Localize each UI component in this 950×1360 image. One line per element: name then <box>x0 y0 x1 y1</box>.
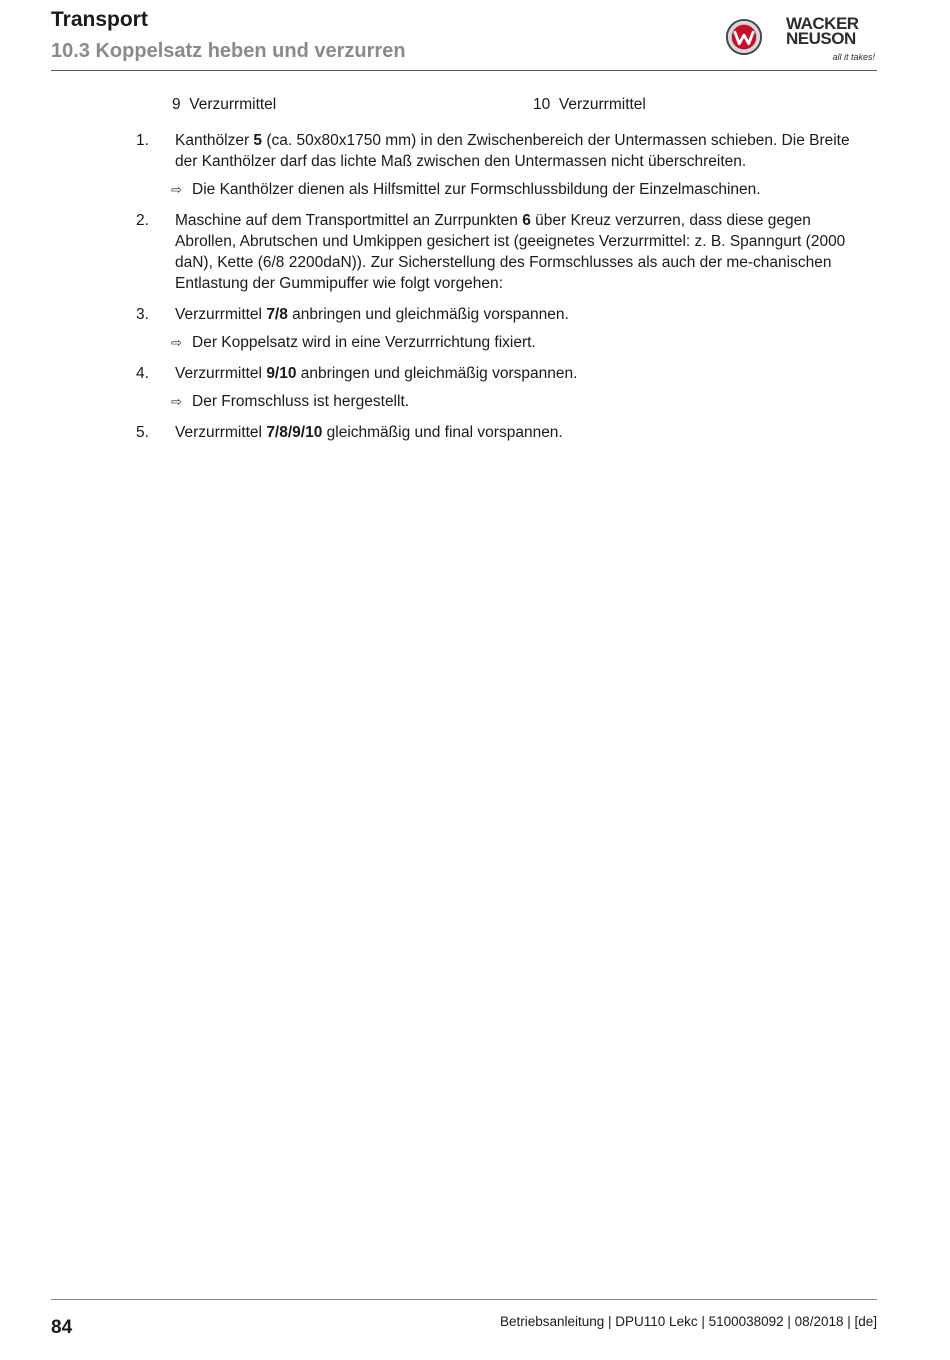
legend-number: 9 <box>172 96 181 113</box>
legend-label: Verzurrmittel <box>189 96 277 113</box>
step-item <box>0 422 950 443</box>
step-item <box>0 210 950 294</box>
page-header <box>51 6 877 71</box>
step-item <box>0 130 950 200</box>
logo-line-1: WACKER <box>786 14 859 33</box>
document-info: Betriebsanleitung | DPU110 Lekc | 5100038092 | 08/2018 | [de] <box>499 1314 877 1329</box>
logo-line-2: NEUSON <box>786 29 856 48</box>
result-arrow-icon: ⇨ <box>171 335 182 350</box>
step-text: Verzurrmittel 7/8 anbringen und gleichmäßig vorspannen. <box>175 306 569 323</box>
step-number: 3. <box>136 306 149 323</box>
legend-number: 10 <box>533 96 551 113</box>
step-number: 5. <box>136 424 149 441</box>
step-text: Verzurrmittel 9/10 anbringen und gleichmäßig vorspannen. <box>175 365 578 382</box>
section-title: 10.3 Koppelsatz heben und verzurren <box>51 40 406 62</box>
chapter-title: Transport <box>51 8 148 31</box>
legend-label: Verzurrmittel <box>558 96 646 113</box>
step-result: ⇨ Die Kanthölzer dienen als Hilfsmittel zur Formschlussbildung der Einzelmaschinen. <box>171 181 761 198</box>
step-number: 4. <box>136 365 149 382</box>
legend-item <box>172 96 276 114</box>
logo-tagline: all it takes! <box>832 52 875 62</box>
result-arrow-icon: ⇨ <box>171 394 182 409</box>
logo-emblem-icon <box>725 18 763 56</box>
instruction-steps <box>0 130 950 453</box>
step-result: ⇨ Der Fromschluss ist hergestellt. <box>171 393 410 410</box>
step-item <box>0 363 950 412</box>
step-text: Kanthölzer 5 (ca. 50x80x1750 mm) in den Zwischenbereich der Untermassen schieben. Die Breite der Kanthölzer darf das lichte Maß zwischen den Untermassen nicht überschreiten. <box>175 132 850 170</box>
result-arrow-icon: ⇨ <box>171 182 182 197</box>
legend-item <box>533 96 646 114</box>
step-number: 1. <box>136 132 149 149</box>
step-text: Maschine auf dem Transportmittel an Zurrpunkten 6 über Kreuz verzurren, dass diese gegen Abrollen, Abrutschen und Umkippen gesichert ist (geeignetes Verzurrmittel: z. B. Spanngurt (2000 daN), Kette (6/8 2200daN)). Zur Sicherstellung des Formschlusses als auch der me-chanischen Entlastung der Gummipuffer wie folgt vorgehen: <box>175 212 846 292</box>
step-result: ⇨ Der Koppelsatz wird in eine Verzurrrichtung fixiert. <box>171 334 536 351</box>
page-footer <box>51 1299 877 1340</box>
brand-logo <box>725 16 877 68</box>
step-text: Verzurrmittel 7/8/9/10 gleichmäßig und final vorspannen. <box>175 424 563 441</box>
page-number: 84 <box>51 1317 73 1338</box>
step-item <box>0 304 950 353</box>
step-number: 2. <box>136 212 149 229</box>
logo-wordmark <box>786 16 859 46</box>
